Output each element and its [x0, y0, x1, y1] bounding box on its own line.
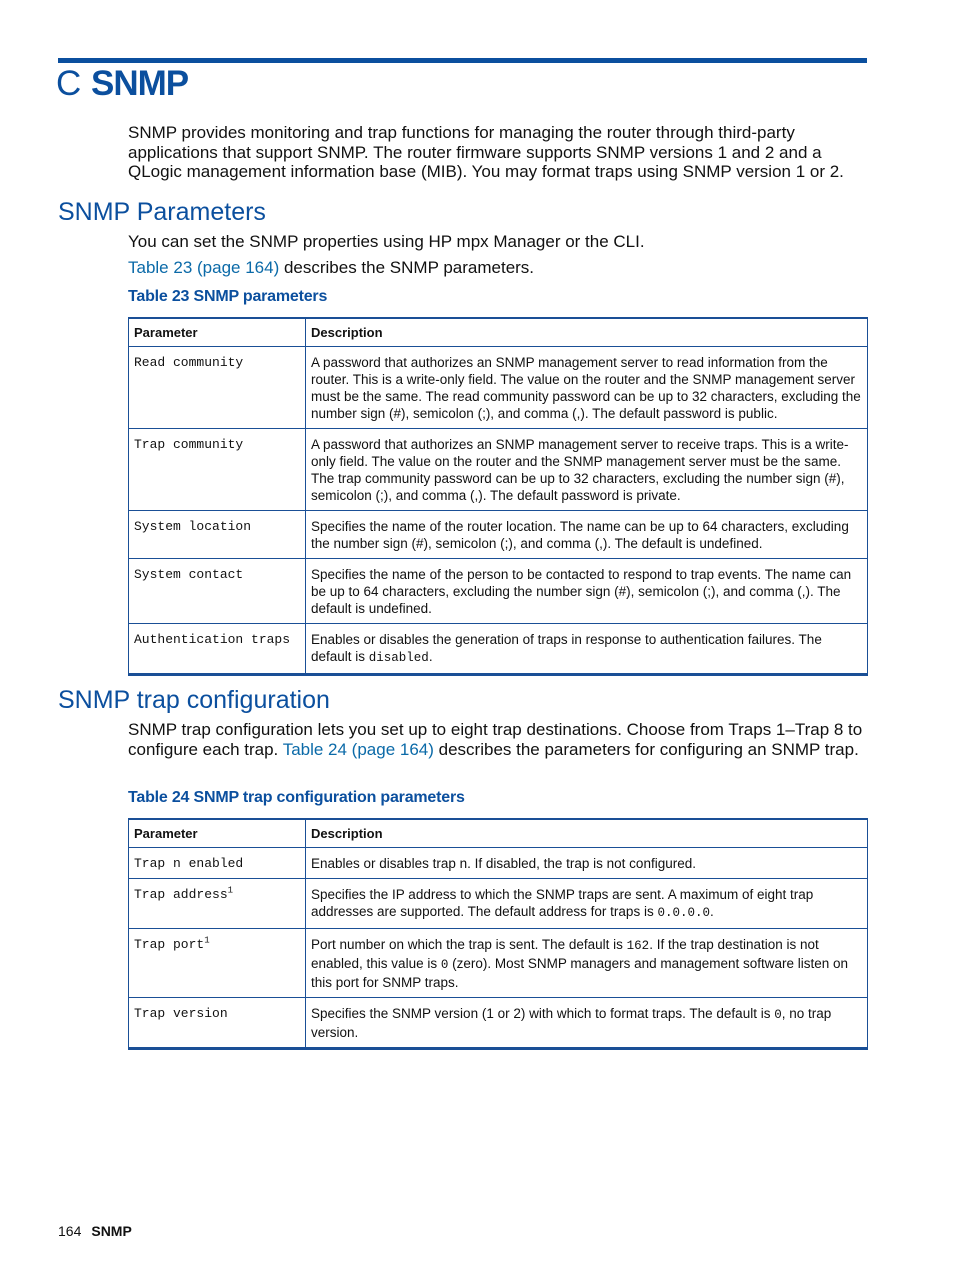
desc-text: Specifies the SNMP version (1 or 2) with which to format traps. The default is: [311, 1006, 775, 1021]
desc-code: disabled: [368, 651, 429, 665]
section1-reference: [128, 258, 868, 278]
desc-code: 0: [774, 1008, 782, 1022]
table-row: [129, 511, 868, 559]
section1-paragraph: You can set the SNMP properties using HP mpx Manager or the CLI.: [128, 232, 645, 251]
param-cell: Trap community: [129, 429, 306, 511]
desc-cell: [306, 879, 868, 929]
table-row: [129, 998, 868, 1049]
snmp-parameters-table: [128, 317, 868, 676]
page-footer: [58, 1223, 132, 1239]
desc-text-end: .: [709, 904, 714, 919]
param-cell: Read community: [129, 347, 306, 429]
table-row: [129, 559, 868, 624]
param-cell: Trap n enabled: [129, 848, 306, 879]
footnote-marker: 1: [227, 885, 234, 896]
table-row: [129, 624, 868, 675]
footer-title: SNMP: [91, 1223, 132, 1239]
section2-paragraph: [128, 720, 868, 759]
footnote-marker: 1: [204, 935, 210, 946]
param-cell: Trap version: [129, 998, 306, 1049]
section1-reference-text: describes the SNMP parameters.: [279, 258, 535, 277]
param-cell: [129, 879, 306, 929]
desc-text: Port number on which the trap is sent. The default is: [311, 937, 627, 952]
header-description: Description: [306, 819, 868, 848]
desc-text-end: , no trap version.: [311, 1006, 832, 1040]
header-parameter: Parameter: [129, 819, 306, 848]
header-description: Description: [306, 318, 868, 347]
intro-paragraph: SNMP provides monitoring and trap functions for managing the router through third-party applications that support SNMP. The router firmware supports SNMP versions 1 and 2 and a QLogic management information base (MIB). You may format traps using SNMP version 1 or 2.: [128, 123, 844, 181]
desc-cell: Enables or disables trap n. If disabled, the trap is not configured.: [306, 848, 868, 879]
section-heading-snmp-parameters: SNMP Parameters: [58, 198, 266, 226]
table-row: [129, 429, 868, 511]
section-heading-snmp-trap-configuration: SNMP trap configuration: [58, 686, 330, 714]
table24-caption: Table 24 SNMP trap configuration parameters: [128, 789, 465, 806]
desc-cell: A password that authorizes an SNMP management server to read information from the router. This is a write-only field. The value on the router and the SNMP management server must be the same. The read community password can be up to 32 characters, excluding the number sign (#), semicolon (;), and comma (,). The default password is public.: [306, 347, 868, 429]
desc-cell: [306, 998, 868, 1049]
section2-text-end: describes the parameters for configuring an SNMP trap.: [433, 739, 859, 759]
chapter-title: [56, 62, 188, 106]
param-cell: System location: [129, 511, 306, 559]
table-header-row: [129, 318, 868, 347]
desc-cell: A password that authorizes an SNMP management server to receive traps. This is a write-only field. The value on the router and the SNMP management server must be the same. The trap community password can be up to 32 characters, excluding the number sign (#), semicolon (;), and comma (,). The default password is private.: [306, 429, 868, 511]
param-text: Trap port: [134, 937, 205, 952]
header-parameter: Parameter: [129, 318, 306, 347]
desc-cell: Specifies the name of the person to be contacted to respond to trap events. The name can be up to 64 characters, excluding the number sign (#), semicolon (;), and comma (,). The default is undefined.: [306, 559, 868, 624]
desc-code-2: 0: [440, 958, 449, 972]
desc-text: Specifies the IP address to which the SNMP traps are sent. A maximum of eight trap addresses are supported. The default address for traps is: [311, 887, 814, 919]
table-row: [129, 929, 868, 998]
page-number: 164: [58, 1223, 82, 1239]
desc-cell: Specifies the name of the router location. The name can be up to 64 characters, excluding the number sign (#), semicolon (;), and comma (,). The default is undefined.: [306, 511, 868, 559]
chapter-name: SNMP: [91, 64, 189, 103]
desc-code: 162: [626, 939, 650, 953]
desc-cell: [306, 624, 868, 675]
chapter-letter: C: [56, 64, 82, 103]
desc-text-mid: . If the trap destination is not enabled, this value is: [311, 937, 819, 971]
desc-cell: [306, 929, 868, 998]
param-text: Trap address: [134, 887, 228, 902]
desc-text-end: (zero). Most SNMP managers and management software listen on this port for SNMP traps.: [311, 956, 849, 990]
param-cell: Authentication traps: [129, 624, 306, 675]
snmp-trap-config-table: [128, 818, 868, 1050]
table-header-row: [129, 819, 868, 848]
desc-code: 0.0.0.0: [657, 906, 710, 920]
desc-text: Enables or disables the generation of traps in response to authentication failures. The default is: [311, 632, 822, 664]
table23-caption: Table 23 SNMP parameters: [128, 288, 328, 305]
table-row: [129, 347, 868, 429]
table23-link[interactable]: Table 23 (page 164): [128, 258, 280, 277]
table-row: [129, 879, 868, 929]
section2-text: SNMP trap configuration lets you set up to eight trap destinations. Choose from Traps 1–Trap 8 to configure each trap.: [128, 720, 863, 759]
desc-text-end: .: [428, 649, 433, 664]
table-row: [129, 848, 868, 879]
param-cell: System contact: [129, 559, 306, 624]
table24-link[interactable]: Table 24 (page 164): [282, 739, 434, 759]
param-cell: [129, 929, 306, 998]
